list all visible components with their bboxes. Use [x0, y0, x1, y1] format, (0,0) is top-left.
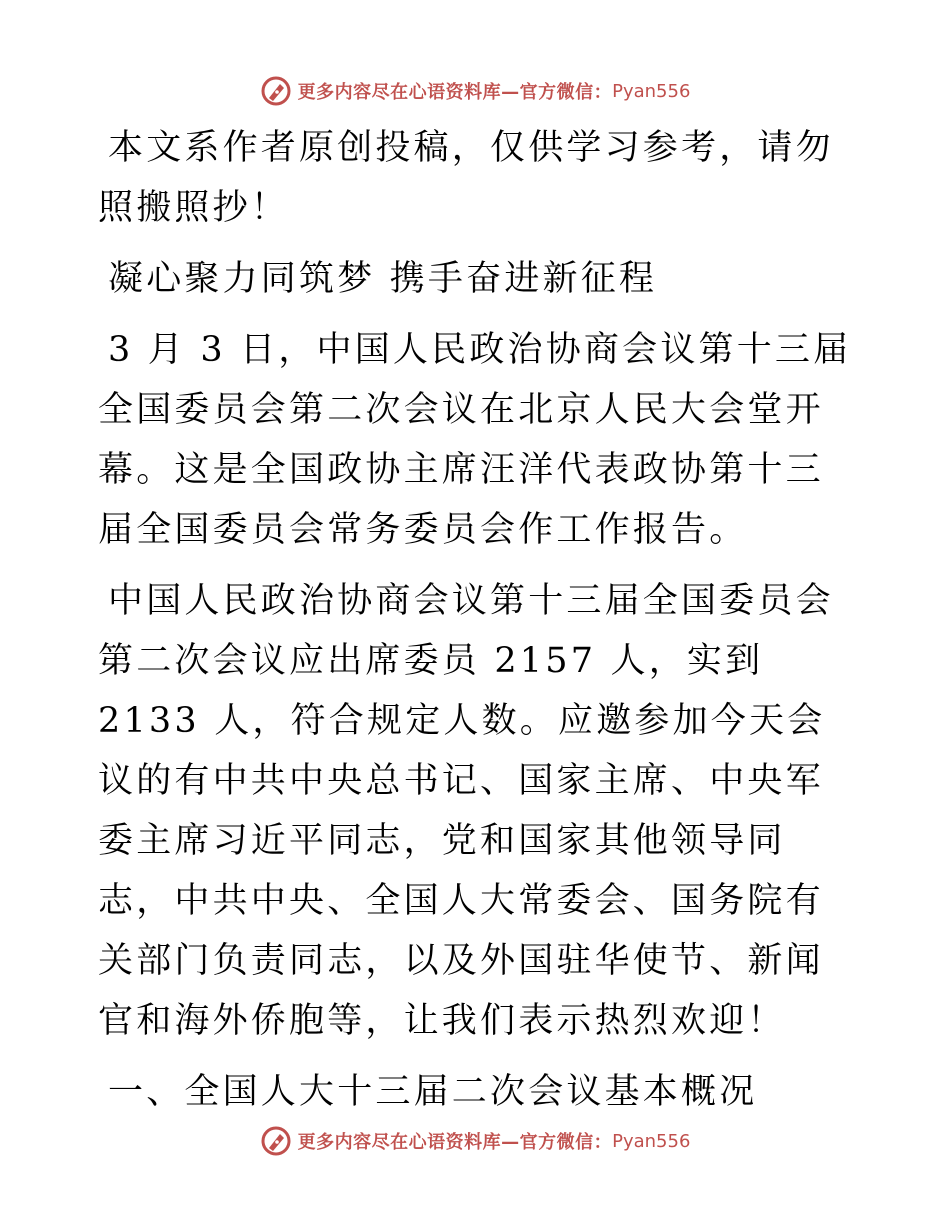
notice-text: 本文系作者原创投稿，仅供学习参考，请勿照搬照抄！	[98, 128, 834, 228]
watermark-text: 更多内容尽在心语资料库—官方微信：	[297, 82, 613, 103]
watermark-banner-top	[0, 71, 950, 111]
watermark-wechat-id: Pyan556	[612, 1130, 691, 1152]
paragraph-2: 中国人民政治协商会议第十三届全国委员会第二次会议应出席委员 2157 人，实到 2133 人，符合规定人数。应邀参加今天会议的有中共中央总书记、国家主席、中央军委主席习近平同志，党和国家其他领导同志，中共中央、全国人大常委会、国务院有关部门负责同志，以及外国驻华使节、新闻官和海外侨胞等，让我们表示热烈欢迎！	[98, 581, 834, 1041]
section-heading: 一、全国人大十三届二次会议基本概况	[108, 1072, 758, 1112]
pen-nib-circle-icon	[260, 75, 292, 107]
watermark-banner-bottom	[0, 1121, 950, 1161]
document-body	[98, 118, 858, 1133]
paragraph-1: 3 月 3 日，中国人民政治协商会议第十三届全国委员会第二次会议在北京人民大会堂开幕。这是全国政协主席汪洋代表政协第十三届全国委员会常务委员会作工作报告。	[98, 330, 852, 550]
watermark-text: 更多内容尽在心语资料库—官方微信：	[297, 1132, 613, 1153]
document-title: 凝心聚力同筑梦 携手奋进新征程	[108, 259, 658, 299]
pen-nib-circle-icon	[260, 1125, 292, 1157]
watermark-wechat-id: Pyan556	[612, 80, 691, 102]
